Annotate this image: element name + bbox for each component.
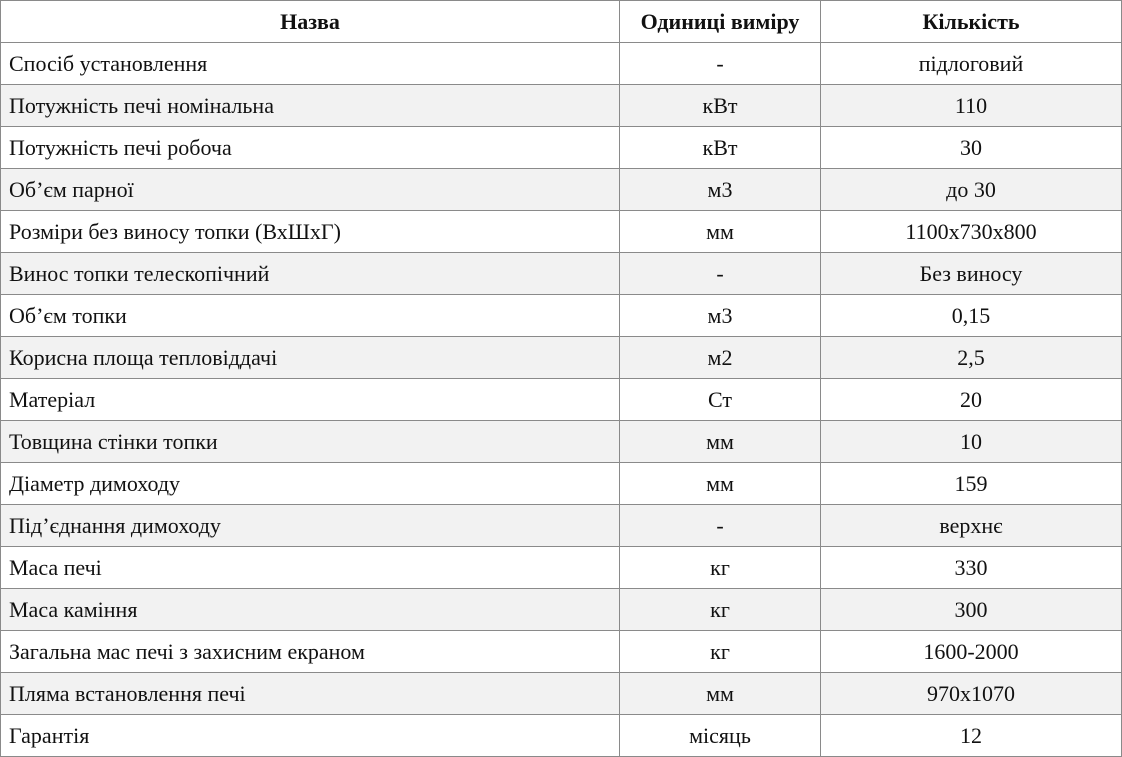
row-name: Під’єднання димоходу — [1, 505, 620, 547]
table-row — [1, 253, 1122, 295]
row-name: Діаметр димоходу — [1, 463, 620, 505]
row-name: Винос топки телескопічний — [1, 253, 620, 295]
row-value: 159 — [821, 463, 1122, 505]
table-row — [1, 673, 1122, 715]
row-name: Спосіб установлення — [1, 43, 620, 85]
row-unit: кг — [620, 589, 821, 631]
row-value: 0,15 — [821, 295, 1122, 337]
row-value: 1100х730х800 — [821, 211, 1122, 253]
row-name: Загальна мас печі з захисним екраном — [1, 631, 620, 673]
table-row — [1, 463, 1122, 505]
row-unit: Ст — [620, 379, 821, 421]
row-name: Маса каміння — [1, 589, 620, 631]
table-row — [1, 127, 1122, 169]
row-unit: мм — [620, 463, 821, 505]
row-unit: м3 — [620, 169, 821, 211]
table-row — [1, 43, 1122, 85]
row-value: 20 — [821, 379, 1122, 421]
row-name: Маса печі — [1, 547, 620, 589]
table-row — [1, 589, 1122, 631]
row-unit: - — [620, 43, 821, 85]
table-row — [1, 631, 1122, 673]
table-row — [1, 337, 1122, 379]
row-name: Матеріал — [1, 379, 620, 421]
row-value: верхнє — [821, 505, 1122, 547]
row-unit: мм — [620, 421, 821, 463]
row-value: 2,5 — [821, 337, 1122, 379]
header-value: Кількість — [821, 1, 1122, 43]
row-value: 110 — [821, 85, 1122, 127]
table-row — [1, 295, 1122, 337]
row-name: Розміри без виносу топки (ВхШхГ) — [1, 211, 620, 253]
row-value: 1600-2000 — [821, 631, 1122, 673]
row-unit: кг — [620, 631, 821, 673]
row-unit: кВт — [620, 127, 821, 169]
row-name: Об’єм парної — [1, 169, 620, 211]
row-unit: місяць — [620, 715, 821, 757]
row-value: 10 — [821, 421, 1122, 463]
row-value: до 30 — [821, 169, 1122, 211]
row-name: Потужність печі номінальна — [1, 85, 620, 127]
table-body — [1, 43, 1122, 757]
row-value: підлоговий — [821, 43, 1122, 85]
row-unit: мм — [620, 211, 821, 253]
row-name: Товщина стінки топки — [1, 421, 620, 463]
table-row — [1, 505, 1122, 547]
row-unit: кг — [620, 547, 821, 589]
table-row — [1, 421, 1122, 463]
row-name: Корисна площа тепловіддачі — [1, 337, 620, 379]
row-unit: м2 — [620, 337, 821, 379]
row-unit: мм — [620, 673, 821, 715]
row-value: 30 — [821, 127, 1122, 169]
row-unit: кВт — [620, 85, 821, 127]
table-row — [1, 85, 1122, 127]
row-unit: м3 — [620, 295, 821, 337]
row-value: 300 — [821, 589, 1122, 631]
header-unit: Одиниці виміру — [620, 1, 821, 43]
row-unit: - — [620, 505, 821, 547]
table-row — [1, 547, 1122, 589]
row-unit: - — [620, 253, 821, 295]
table-row — [1, 379, 1122, 421]
table-row — [1, 211, 1122, 253]
header-name: Назва — [1, 1, 620, 43]
row-value: 12 — [821, 715, 1122, 757]
row-value: Без виносу — [821, 253, 1122, 295]
header-row — [1, 1, 1122, 43]
table-row — [1, 169, 1122, 211]
row-name: Потужність печі робоча — [1, 127, 620, 169]
row-name: Пляма встановлення печі — [1, 673, 620, 715]
table-header — [1, 1, 1122, 43]
row-value: 330 — [821, 547, 1122, 589]
row-name: Об’єм топки — [1, 295, 620, 337]
row-value: 970х1070 — [821, 673, 1122, 715]
table-row — [1, 715, 1122, 757]
row-name: Гарантія — [1, 715, 620, 757]
